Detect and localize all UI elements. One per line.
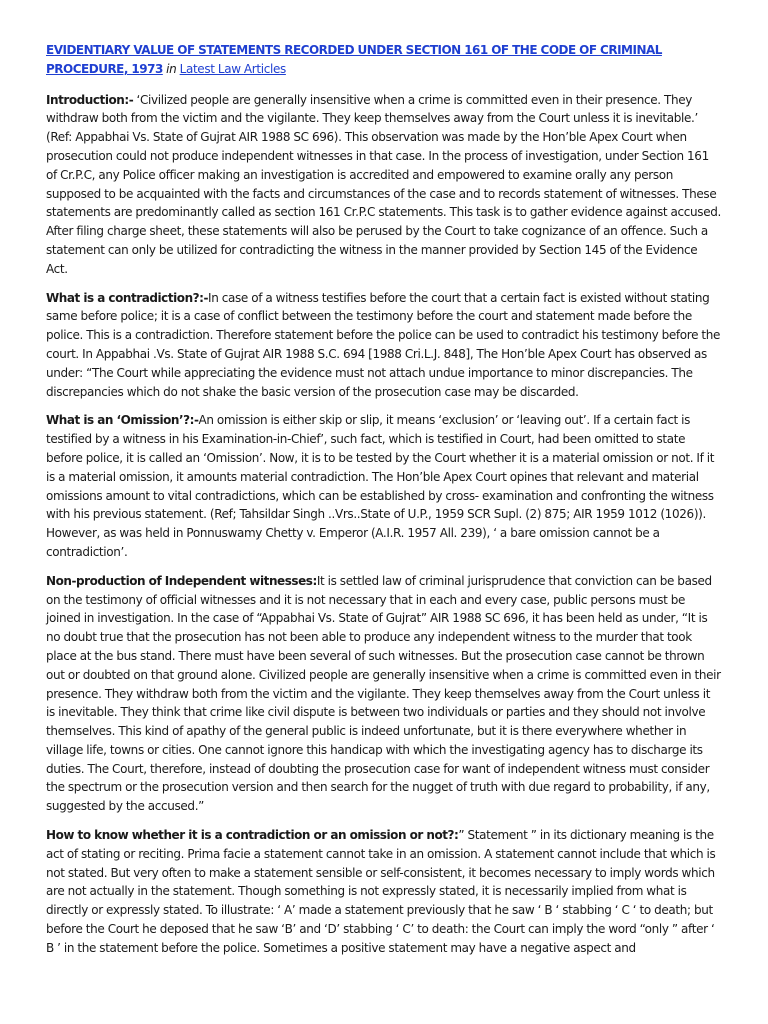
section-text: It is settled law of criminal jurisprudence that conviction can be based on the testimony of official witnesses and it is not necessary that in each and every case, public persons must be joined in investigation. In the case of “Appabhai Vs. State of Gujrat” AIR 1988 SC 696, it has been held as under, “It is no doubt true that the prosecution has not been able to produce any independent witness to the murder that took place at the bus stand. There must have been several of such witnesses. But the prosecution case cannot be thrown out or doubted on that ground alone. Civilized people are generally insensitive when a crime is committed even in their presence. They withdraw both from the victim and the vigilante. They keep themselves away from the Court unless it is inevitable. They think that crime like civil dispute is between two individuals or parties and they should not involve themselves. This kind of apathy of the general public is indeed unfortunate, but it is there everywhere whether in village life, towns or cities. One cannot ignore this handicap with which the investigating agency has to discharge its duties. The Court, therefore, instead of doubting the prosecution case for want of independent witness must consider the spectrum or the prosecution version and then search for the nugget of truth with due regard to probability, if any, suggested by the accused.” bbox=[46, 573, 721, 814]
section-text: ” Statement ” in its dictionary meaning is the act of stating or reciting. Prima facie a statement cannot take in an omission. A statement cannot include that which is not stated. But very often to make a statement sensible or self-consistent, it becomes necessary to imply words which are not actually in the statement. Though something is not expressly stated, it is necessarily implied from what is directly or expressly stated. To illustrate: ‘ A’ made a statement previously that he saw ‘ B ‘ stabbing ‘ C ‘ to death; but before the Court he deposed that he saw ‘B’ and ‘D’ stabbing ‘ C’ to death: the Court can imply the word “only ” after ‘ B ’ in the statement before the police. Sometimes a positive statement may have a negative aspect and bbox=[46, 828, 716, 955]
section-contradiction bbox=[46, 289, 722, 402]
section-text: An omission is either skip or slip, it means ‘exclusion’ or ‘leaving out’. If a certain fact is testified by a witness in his Examination-in-Chief’, such fact, which is testified in Court, had been omitted to state before police, it is called an ‘Omission’. Now, it is to be tested by the Court whether it is a material omission or not. If it is a material omission, it amounts material contradiction. The Hon’ble Apex Court opines that relevant and material omissions amount to vital contradictions, which can be established by cross- examination and confronting the witness with his previous statement. (Ref; Tahsildar Singh ..Vrs..State of U.P., 1959 SCR Supl. (2) 875; AIR 1959 1012 (1026)). However, as was held in Ponnuswamy Chetty v. Emperor (A.I.R. 1957 All. 239), ‘ a bare omission cannot be a contradiction’. bbox=[46, 413, 715, 559]
section-independent-witnesses bbox=[46, 572, 722, 816]
section-heading: Introduction:- bbox=[46, 92, 134, 107]
section-contradiction-or-omission bbox=[46, 826, 722, 958]
article-title-link[interactable]: EVIDENTIARY VALUE OF STATEMENTS RECORDED UNDER SECTION 161 OF THE CODE OF CRIMINAL PROCEDURE, 1973 bbox=[46, 43, 662, 76]
section-text: In case of a witness testifies before the court that a certain fact is existed without stating same before police; it is a case of conflict between the testimony before the court and statement made before the police. This is a contradiction. Therefore statement before the police can be used to contradict his testimony before the court. In Appabhai .Vs. State of Gujrat AIR 1988 S.C. 694 [1988 Cri.L.J. 848], The Hon’ble Apex Court has observed as under: “The Court while appreciating the evidence must not attach undue importance to minor discrepancies. The discrepancies which do not shake the basic version of the prosecution case may be discarded. bbox=[46, 290, 721, 399]
article-header bbox=[46, 41, 722, 79]
category-link[interactable]: Latest Law Articles bbox=[179, 61, 286, 76]
section-heading: Non-production of Independent witnesses: bbox=[46, 573, 317, 588]
article-page bbox=[46, 41, 722, 968]
section-introduction bbox=[46, 91, 722, 279]
section-heading: What is a contradiction?:- bbox=[46, 290, 209, 305]
in-label: in bbox=[162, 61, 180, 76]
section-heading: How to know whether it is a contradiction or an omission or not?: bbox=[46, 828, 459, 843]
section-heading: What is an ‘Omission’?:- bbox=[46, 413, 199, 428]
section-text: ‘Civilized people are generally insensitive when a crime is committed even in their presence. They withdraw both from the victim and the vigilante. They keep themselves away from the Court unless it is inevitable.’ (Ref: Appabhai Vs. State of Gujrat AIR 1988 SC 696). This observation was made by the Hon’ble Apex Court when prosecution could not produce independent witnesses in that case. In the process of investigation, under Section 161 of Cr.P.C, any Police officer making an investigation is accredited and empowered to examine orally any person supposed to be acquainted with the facts and circumstances of the case and to records statement of witnesses. These statements are predominantly called as section 161 Cr.P.C statements. This task is to gather evidence against accused. After filing charge sheet, these statements will also be perused by the Court to take cognizance of an offence. Such a statement can only be utilized for contradicting the witness in the manner provided by Section 145 of the Evidence Act. bbox=[46, 92, 721, 276]
section-omission bbox=[46, 411, 722, 561]
